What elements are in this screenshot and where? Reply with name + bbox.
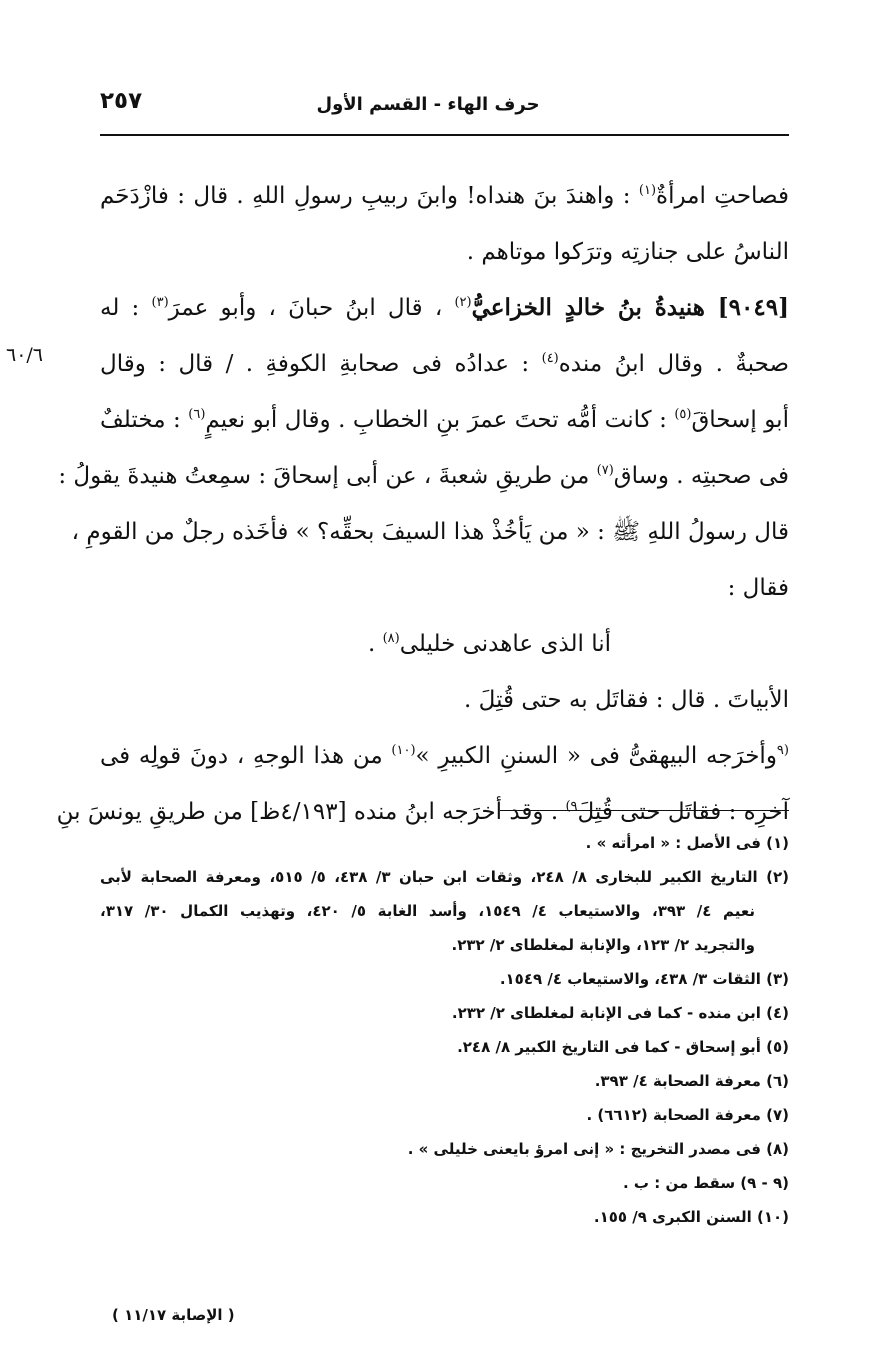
footnote-ref: (٢) <box>454 295 472 310</box>
footnote-ref: (٩ <box>776 743 789 758</box>
footnote-ref: (٥) <box>674 407 692 422</box>
entry-name: هنيدةُ بنُ خالدٍ الخزاعيُّ <box>471 294 718 321</box>
footnote-2: (٢) التاريخ الكبير للبخارى ٨/ ٢٤٨، وثقات ابن حبان ٣/ ٤٣٨، ٥/ ٥١٥، ومعرفة الصحابة لأبى <box>100 868 790 886</box>
footnote-9: (٩ - ٩) سقط من : ب . <box>623 1174 789 1192</box>
footnote-ref: (١) <box>638 183 657 198</box>
text-line-7: قال رسولُ اللهِ ﷺ : « من يَأخُذْ هذا السيفَ بحقِّه؟ » فأخَذه رجلٌ من القومِ ، <box>71 519 789 545</box>
text-line-11: $^{(٩}$وأخرَجه البيهقىُّ فى « السننِ الكبيرِ »$^{(١٠)}$ من هذا الوجهِ ، دونَ قولِه فى <box>100 743 789 769</box>
footnote-5: (٥) أبو إسحاق - كما فى التاريخ الكبير ٨/ ٢٤٨. <box>457 1038 789 1056</box>
footnote-ref: (٧) <box>596 463 614 478</box>
footnote-7: (٧) معرفة الصحابة (٦٦١٢) . <box>586 1106 789 1124</box>
footnote-2-cont: والتجريد ٢/ ١٢٣، والإنابة لمغلطاى ٢/ ٢٣٢. <box>451 936 755 954</box>
entry-heading-line: [٩٠٤٩] هنيدةُ بنُ خالدٍ الخزاعيُّ$^{(٢)}$ ، قال ابنُ حبانَ ، وأبو عمرَ$^{(٣)}$ : له <box>100 294 789 321</box>
footnote-2-cont: نعيم ٤/ ٣٩٣، والاستيعاب ٤/ ١٥٤٩، وأسد الغابة ٥/ ٤٢٠، وتهذيب الكمال ٣٠/ ٣١٧، <box>100 902 756 920</box>
footnotes <box>100 826 789 1234</box>
page-number: ٢٥٧ <box>100 88 143 114</box>
text-line-10: الأبياتَ . قال : فقاتَل به حتى قُتِلَ . <box>464 687 789 713</box>
main-text <box>56 168 790 840</box>
footnote-ref: (٨) <box>382 631 400 646</box>
footnote-ref: (٣) <box>151 295 169 310</box>
text-line-2: الناسُ على جنازتِه وترَكوا موتاهم . <box>466 239 789 265</box>
entry-number: [٩٠٤٩] <box>717 294 789 321</box>
footnote-ref: ٩) <box>565 799 578 814</box>
text-line-1: فصاحتِ امرأةٌ$^{(١)}$ : واهندَ بنَ هنداه! وابنَ ربيبِ رسولِ اللهِ . قال : فازْدَحَم <box>100 183 790 209</box>
text-line-8: فقال : <box>727 575 789 601</box>
header-rule <box>100 134 789 136</box>
footnote-ref: (١٠) <box>391 743 416 758</box>
text-line-5: أبو إسحاقَ$^{(٥)}$ : كانت أمُّه تحتَ عمرَ بنِ الخطابِ . وقال أبو نعيمٍ$^{(٦)}$ : مختلفٌ <box>100 407 789 433</box>
text-line-12: آخرِه : فقاتَل حتى قُتِلَ$^{٩)}$ . وقد أخرَجه ابنُ منده [٤/١٩٣ظ] من طريقِ يونسَ بنِ <box>56 799 789 825</box>
footnote-6: (٦) معرفة الصحابة ٤/ ٣٩٣. <box>594 1072 789 1090</box>
footnote-10: (١٠) السنن الكبرى ٩/ ١٥٥. <box>593 1208 789 1226</box>
footnote-ref: (٤) <box>541 351 559 366</box>
footnote-ref: (٦) <box>188 407 206 422</box>
running-header-title: حرف الهاء - القسم الأول <box>316 94 540 115</box>
footnote-separator <box>500 810 789 811</box>
volume-signature: ( الإصابة ١١/١٧ ) <box>112 1306 235 1324</box>
margin-note: ٦٠/٦ <box>6 344 44 366</box>
text-line-6: فى صحبتِه . وساق$^{(٧)}$ من طريقِ شعبةَ ، عن أبى إسحاقَ : سمِعتُ هنيدةَ يقولُ : <box>58 463 789 489</box>
footnote-1: (١) فى الأصل : « امرأته » . <box>585 834 789 852</box>
verse-line: أنا الذى عاهدنى خليلى$^{(٨)}$ . <box>367 631 612 657</box>
footnote-3: (٣) الثقات ٣/ ٤٣٨، والاستيعاب ٤/ ١٥٤٩. <box>499 970 789 988</box>
footnote-4: (٤) ابن منده - كما فى الإنابة لمغلطاى ٢/ ٢٣٢. <box>451 1004 789 1022</box>
text-line-4: صحبةٌ . وقال ابنُ منده$^{(٤)}$ : عدادُه فى صحابةِ الكوفةِ . / قال : وقال <box>100 351 789 377</box>
footnote-8: (٨) فى مصدر التخريج : « إنى امرؤ بايعنى خليلى » . <box>407 1140 789 1158</box>
